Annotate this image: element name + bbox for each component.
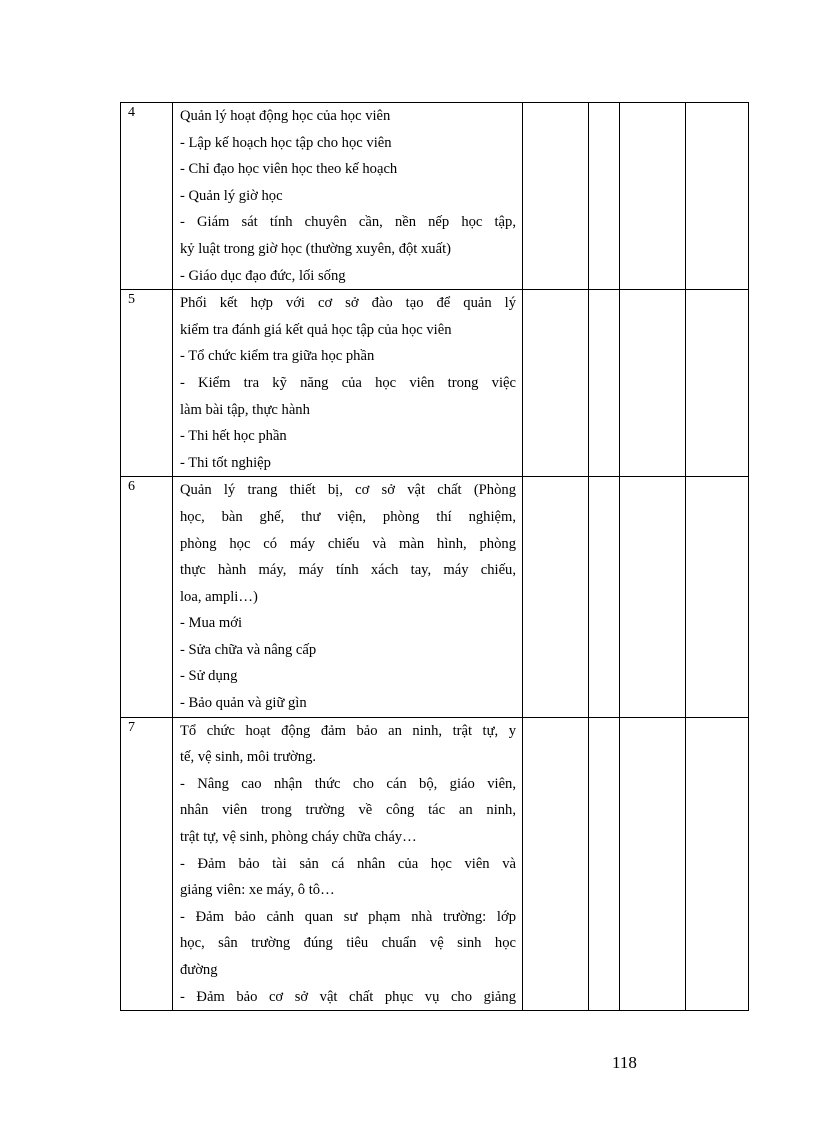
empty-cell [620,477,686,717]
content-line: loa, ampli…) [180,588,258,605]
content-line: phòng học có máy chiếu và màn hình, phòng [180,535,516,552]
page-number: 118 [612,1053,637,1072]
table-row [121,477,749,717]
row-content [173,477,523,717]
content-line: Quản lý trang thiết bị, cơ sở vật chất (Phòng [180,482,516,499]
empty-cell [686,290,749,477]
empty-cell [620,717,686,1011]
empty-cell [589,103,620,290]
row-content [173,717,523,1011]
table-row [121,717,749,1011]
row-content [173,103,523,290]
content-line: - Giám sát tính chuyên cần, nền nếp học tập, [180,214,516,231]
content-line: Quản lý hoạt động học của học viên [180,108,391,124]
content-line: Tổ chức hoạt động đảm bảo an ninh, trật tự, y [180,722,516,739]
row-content [173,290,523,477]
table-row [121,103,749,290]
content-line: - Quản lý giờ học [180,187,283,204]
empty-cell [686,477,749,717]
content-line: - Chỉ đạo học viên học theo kế hoạch [180,161,398,178]
content-line: - Mua mới [180,615,243,632]
empty-cell [523,717,589,1011]
content-line: thực hành máy, máy tính xách tay, máy chiếu, [180,562,516,579]
empty-cell [589,290,620,477]
content-line: tế, vệ sinh, môi trường. [180,749,317,766]
content-line: - Thi hết học phần [180,428,287,445]
content-line: - Nâng cao nhận thức cho cán bộ, giáo viên, [180,775,516,792]
content-line: giảng viên: xe máy, ô tô… [180,882,335,899]
row-number: 5 [121,290,173,477]
content-line: đường [180,962,218,978]
table-body [121,103,749,1011]
content-line: - Đảm bảo tài sản cá nhân của học viên và [180,855,516,872]
content-line: - Bảo quản và giữ gìn [180,695,307,712]
content-line: trật tự, vệ sinh, phòng cháy chữa cháy… [180,829,417,846]
content-line: kỷ luật trong giờ học (thường xuyên, đột xuất) [180,240,451,257]
content-line: - Sử dụng [180,668,238,685]
content-line: Phối kết hợp với cơ sở đào tạo để quản lý [180,295,516,312]
row-number: 4 [121,103,173,290]
content-line: - Đảm bảo cơ sở vật chất phục vụ cho giảng [180,988,516,1005]
row-number: 6 [121,477,173,717]
content-line: - Tổ chức kiểm tra giữa học phần [180,348,375,365]
survey-table [120,102,749,1011]
content-line: - Sửa chữa và nâng cấp [180,641,317,658]
row-number: 7 [121,717,173,1011]
table-row [121,290,749,477]
content-line: làm bài tập, thực hành [180,401,310,418]
content-line: học, sân trường đúng tiêu chuẩn vệ sinh học [180,935,516,952]
content-line: học, bàn ghế, thư viện, phòng thí nghiệm, [180,508,516,525]
content-line: - Đảm bảo cảnh quan sư phạm nhà trường: lớp [180,908,516,925]
empty-cell [523,103,589,290]
content-line: kiểm tra đánh giá kết quả học tập của học viên [180,321,452,338]
content-line: - Thi tốt nghiệp [180,454,271,471]
empty-cell [686,717,749,1011]
content-line: - Lập kế hoạch học tập cho học viên [180,134,392,151]
empty-cell [523,477,589,717]
empty-cell [620,103,686,290]
empty-cell [523,290,589,477]
content-line: - Giáo dục đạo đức, lối sống [180,267,346,284]
empty-cell [589,717,620,1011]
empty-cell [620,290,686,477]
empty-cell [686,103,749,290]
content-line: nhân viên trong trường về công tác an ninh, [180,802,516,819]
content-line: - Kiểm tra kỹ năng của học viên trong việc [180,374,516,391]
empty-cell [589,477,620,717]
